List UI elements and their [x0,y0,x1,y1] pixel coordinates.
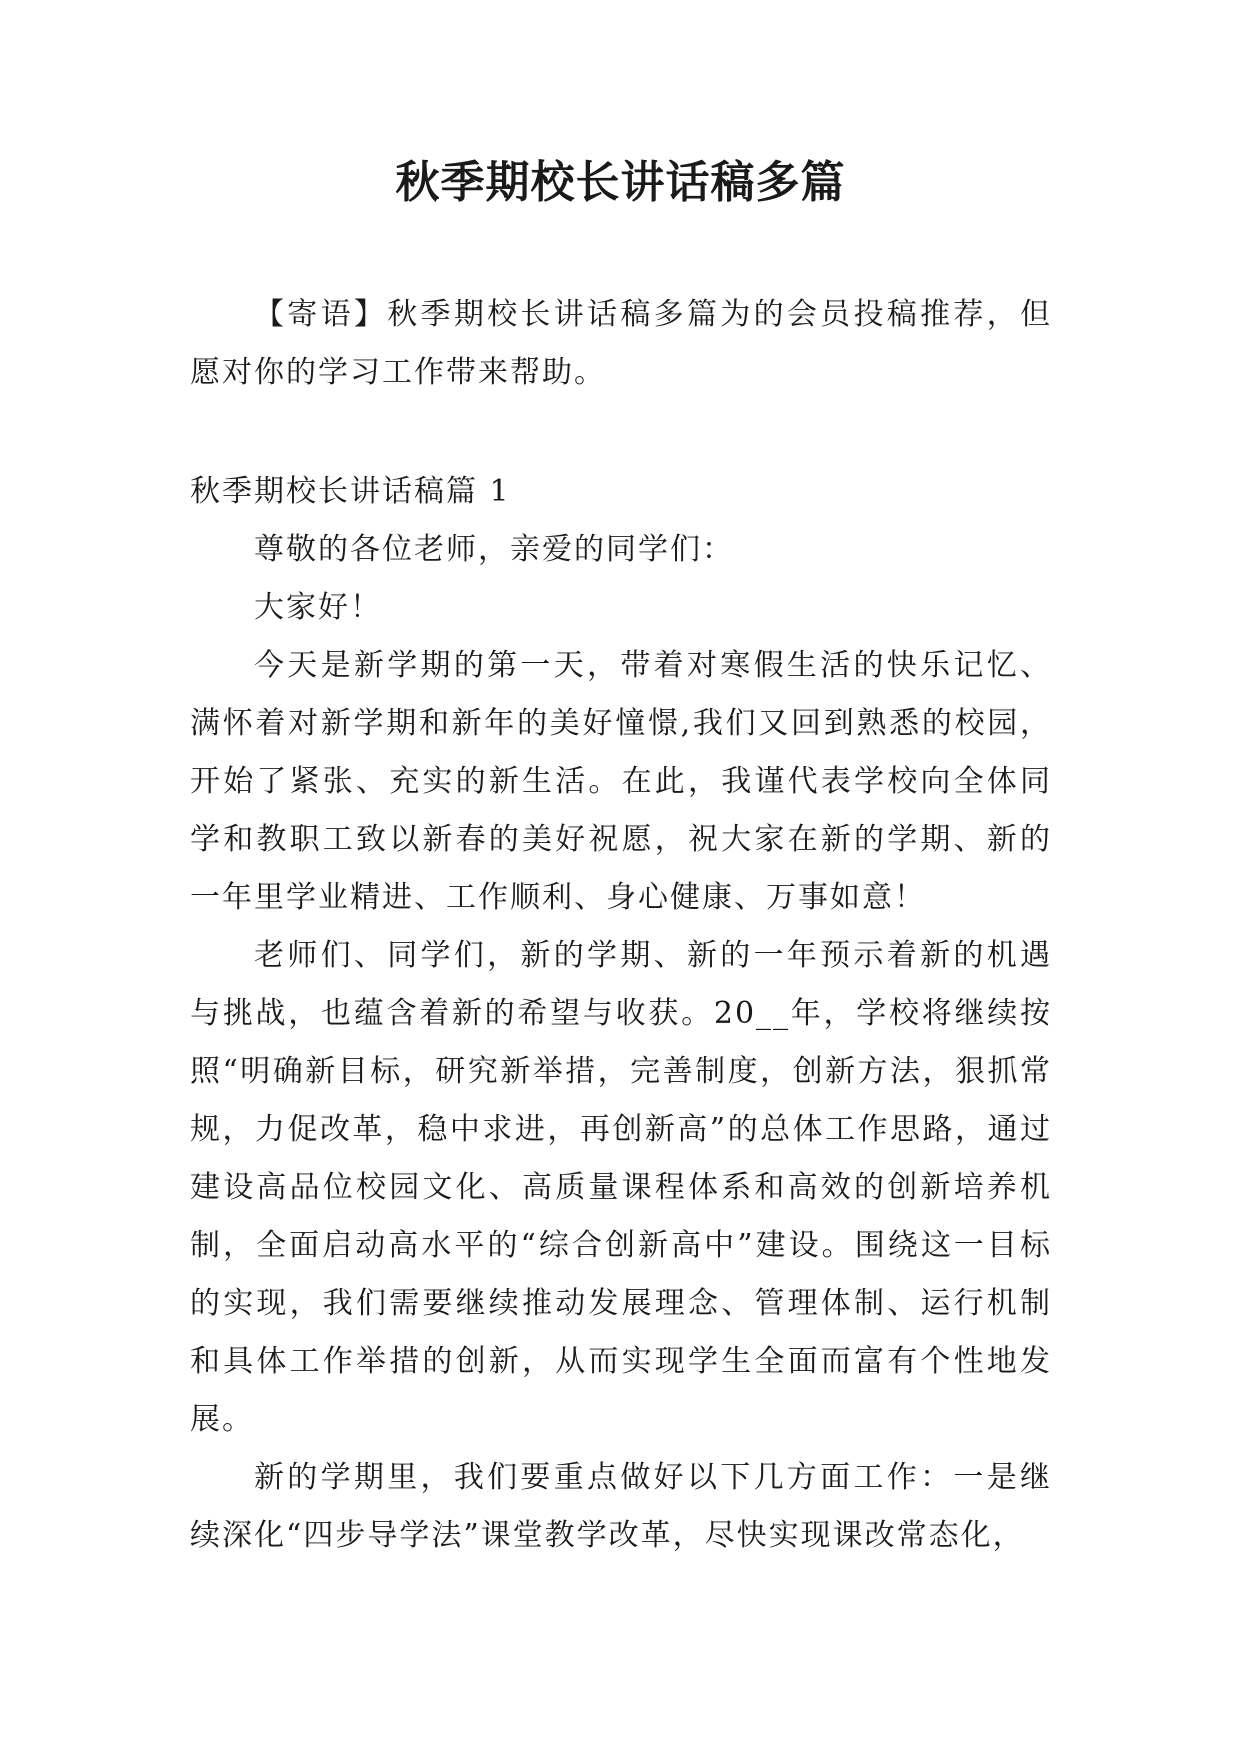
body-paragraph: 老师们、同学们，新的学期、新的一年预示着新的机遇与挑战，也蕴含着新的希望与收获。20__年，学校将继续按照“明确新目标，研究新举措，完善制度，创新方法，狠抓常规，力促改革，稳中求进，再创新高”的总体工作思路，通过建设高品位校园文化、高质量课程体系和高效的创新培养机制，全面启动高水平的“综合创新高中”建设。围绕这一目标的实现，我们需要继续推动发展理念、管理体制、运行机制和具体工作举措的创新，从而实现学生全面而富有个性地发展。 [190,938,1052,1437]
section-heading: 秋季期校长讲话稿篇 1 [190,474,511,509]
intro-paragraph: 【寄语】秋季期校长讲话稿多篇为的会员投稿推荐，但愿对你的学习工作带来帮助。 [190,297,1052,390]
salutation-paragraph: 尊敬的各位老师，亲爱的同学们： [254,532,734,567]
body-paragraph: 今天是新学期的第一天，带着对寒假生活的快乐记忆、满怀着对新学期和新年的美好憧憬,我们又回到熟悉的校园，开始了紧张、充实的新生活。在此，我谨代表学校向全体同学和教职工致以新春的美好祝愿，祝大家在新的学期、新的一年里学业精进、工作顺利、身心健康、万事如意！ [190,648,1052,915]
body-paragraph: 新的学期里，我们要重点做好以下几方面工作：一是继续深化“四步导学法”课堂教学改革，尽快实现课改常态化， [190,1460,1052,1553]
greeting-paragraph: 大家好！ [254,590,382,625]
document-title: 秋季期校长讲话稿多篇 [395,157,846,208]
